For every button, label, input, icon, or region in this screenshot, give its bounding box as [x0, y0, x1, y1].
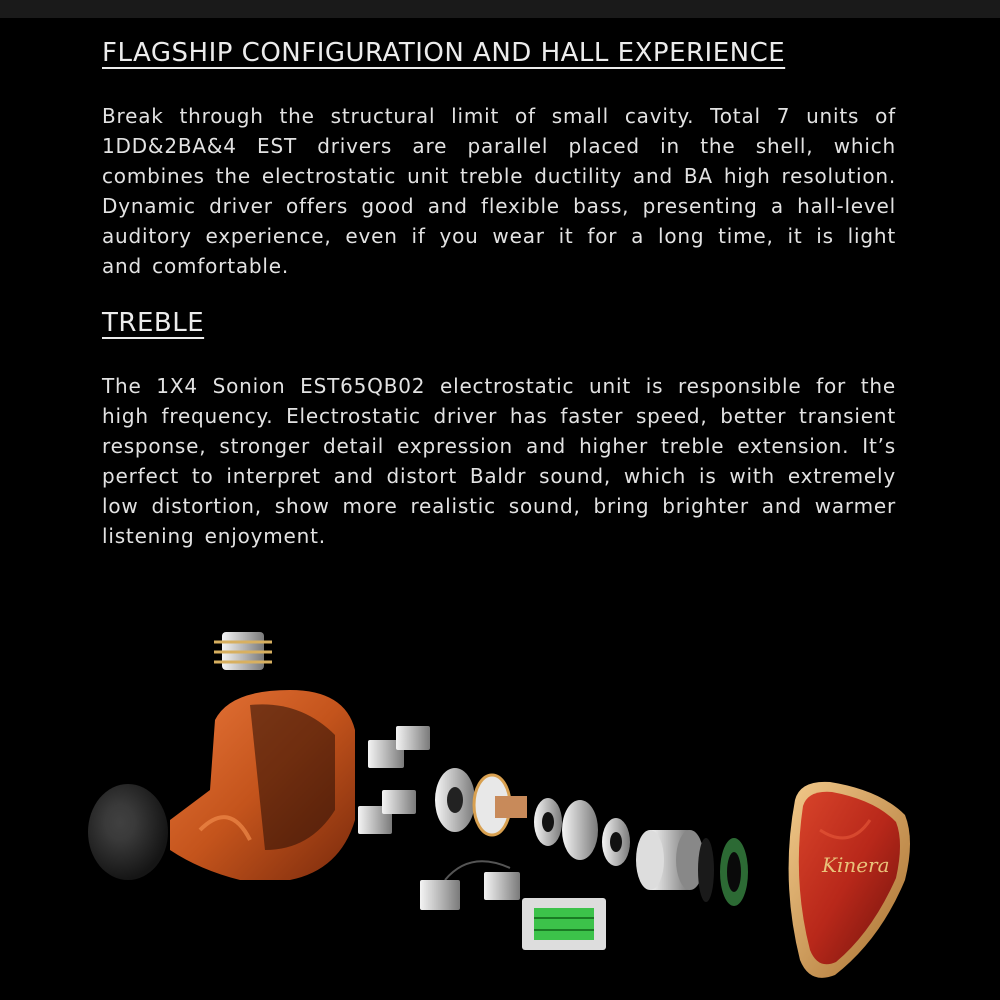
top-bar	[0, 0, 1000, 18]
two-pin-connector	[214, 632, 272, 670]
section-title-configuration: FLAGSHIP CONFIGURATION AND HALL EXPERIENCE	[102, 38, 786, 68]
exploded-earphone-illustration	[0, 600, 1000, 1000]
est-drivers	[420, 861, 606, 950]
section-body-configuration: Break through the structural limit of small cavity. Total 7 units of 1DD&2BA&4 EST drivers are parallel placed in the shell, which combines the electrostatic unit treble ductility and BA high resolution. Dynamic driver offers good and flexible bass, presenting a hall-level auditory experience, even if you wear it for a long time, it is light and comfortable.	[102, 104, 896, 278]
magnet-cylinder	[636, 830, 704, 890]
faceplate	[789, 782, 910, 978]
inner-shell	[170, 690, 355, 880]
section-title-treble: TREBLE	[102, 308, 205, 338]
dynamic-driver-stack	[435, 768, 630, 866]
brand-logo: Kinera	[822, 853, 890, 877]
eartip	[88, 784, 168, 880]
pcb-rings	[698, 838, 748, 906]
ba-driver-top	[368, 726, 430, 768]
section-body-treble: The 1X4 Sonion EST65QB02 electrostatic unit is responsible for the high frequency. Electrostatic driver has faster speed, better transient response, stronger detail expression and higher treble extension. It’s perfect to interpret and distort Baldr sound, which is with extremely low distortion, show more realistic sound, bring brighter and warmer listening enjoyment.	[102, 374, 896, 548]
ba-driver-bottom	[358, 790, 416, 834]
